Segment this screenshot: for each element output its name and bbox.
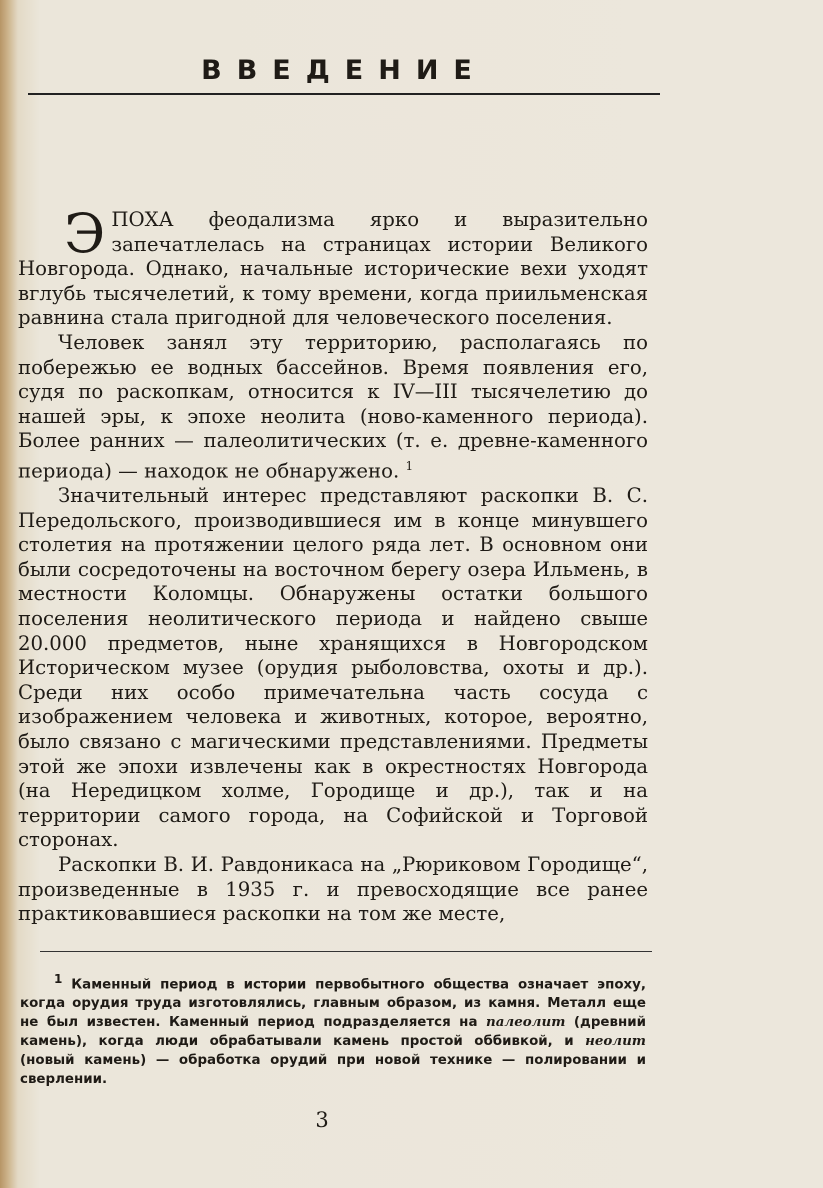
page-number: 3 (315, 1108, 329, 1132)
paragraph-1 (18, 202, 648, 331)
main-text (18, 202, 648, 927)
footnote-reference: 1 (405, 458, 414, 473)
footnote-mark: 1 (54, 972, 63, 986)
paragraph-2-text: Человек занял эту территорию, располагаясь по побережью ее водных бассейнов. Время появления его, судя по раскопкам, относится к IV—III тысячелетию до нашей эры, к эпохе неолита (ново-каменного периода). Более ранних — палеолитических (т. е. древне-каменного периода) — находок не обнаружено. (18, 330, 648, 483)
footnote (20, 970, 646, 1089)
paragraph-3-text: Значительный интерес представляют раскопки В. С. Передольского, производившиеся им в конце минувшего столетия на протяжении целого ряда лет. В основном они были сосредоточены на восточном берегу озера Ильмень, в местности Коломцы. Обнаружены остатки большого поселения неолитического периода и найдено свыше 20.000 предметов, ныне хранящихся в Новгородском Историческом музее (орудия рыболовства, охоты и др.). Среди них особо примечательна часть сосуда с изображением человека и животных, которое, вероятно, было связано с магическими представлениями. Предметы этой же эпохи извлечены как в окрестностях Новгорода (на Нередицком холме, Городище и др.), так и на территории самого города, на Софийской и Торговой сторонах. (18, 484, 648, 852)
paragraph-3 (18, 484, 648, 853)
footnote-text-a: Каменный период в истории первобытного общества означает эпоху, когда орудия труда изготовлялись, главным образом, из камня. Металл еще не был известен. Каменный период подразделяется на (20, 977, 646, 1031)
footnote-text-b: (древний камень), когда люди обрабатывали камень простой оббивкой, и (20, 1015, 646, 1050)
drop-cap: Э (64, 202, 106, 265)
footnote-text-c: (новый камень) — обработка орудий при новой технике — полировании и сверлении. (20, 1053, 646, 1088)
paragraph-4 (18, 853, 648, 927)
paragraph-2 (18, 331, 648, 484)
footnote-rule (40, 951, 652, 952)
footnote-term-paleolith: палеолит (486, 1014, 566, 1031)
heading-rule (28, 93, 660, 95)
paragraph-4-text: Раскопки В. И. Равдоникаса на „Рюриковом Городище“, произведенные в 1935 г. и превосходящие все ранее практиковавшиеся раскопки на том же месте, (18, 853, 648, 926)
footnote-term-neolith: неолит (585, 1033, 646, 1050)
paragraph-1-text: ПОХА феодализма ярко и выразительно запечатлелась на страницах истории Великого Новгорода. Однако, начальные исторические вехи уходят вглубь тысячелетий, к тому времени, когда приильменская равнина стала пригодной для человеческого поселения. (18, 208, 648, 330)
chapter-heading: ВВЕДЕНИЕ (201, 55, 487, 86)
